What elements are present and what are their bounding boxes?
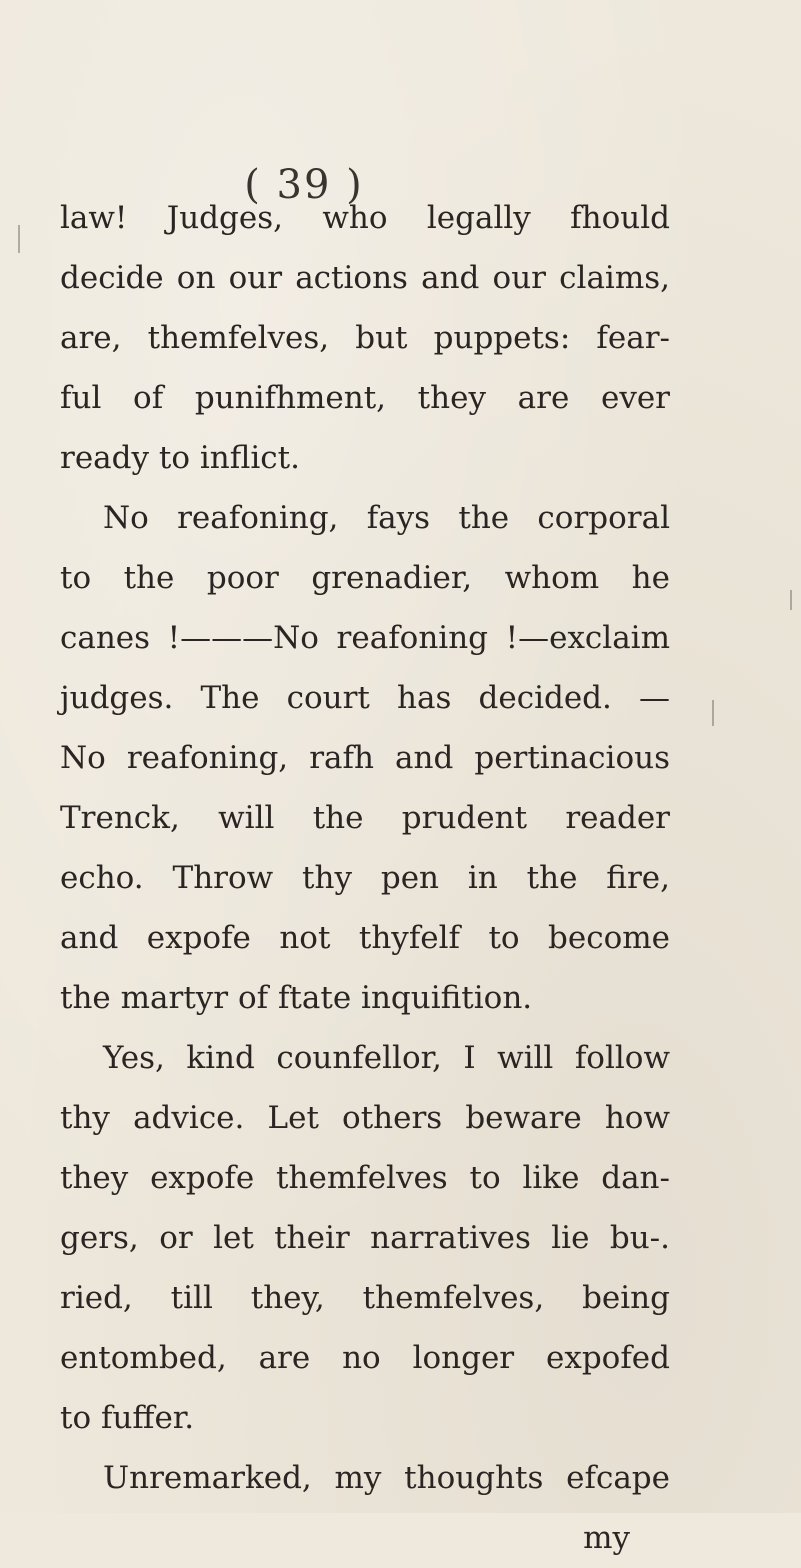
margin-mark [790, 590, 792, 610]
text-line: gers, or let their narratives lie bu-. [60, 1220, 670, 1256]
text-line: and expofe not thyfelf to become [60, 920, 670, 956]
text-line: judges. The court has decided. — [60, 680, 670, 716]
body-text [60, 188, 670, 1568]
text-line: are, themfelves, but puppets: fear- [60, 320, 670, 356]
text-line: No reafoning, rafh and pertinacious [60, 740, 670, 776]
text-line: canes !———No reafoning !—exclaim [60, 620, 670, 656]
text-line: echo. Throw thy pen in the fire, [60, 860, 670, 896]
catchword: my [583, 1520, 630, 1556]
text-line: to the poor grenadier, whom he [60, 560, 670, 596]
text-line: Yes, kind counfellor, I will follow [103, 1040, 670, 1076]
text-line: the martyr of ftate inquifition. [60, 980, 533, 1016]
text-line: Trenck, will the prudent reader [60, 800, 670, 836]
text-line: decide on our actions and our claims, [60, 260, 670, 296]
margin-mark [18, 225, 20, 253]
text-line: ready to inflict. [60, 440, 300, 476]
text-line: entombed, are no longer expofed [60, 1340, 670, 1376]
margin-mark [712, 700, 714, 726]
text-line: ful of punifhment, they are ever [60, 380, 670, 416]
text-line: No reafoning, fays the corporal [103, 500, 670, 536]
text-line: to fuffer. [60, 1400, 195, 1436]
text-line: they expofe themfelves to like dan- [60, 1160, 670, 1196]
text-line: law! Judges, who legally fhould [60, 200, 670, 236]
text-line: ried, till they, themfelves, being [60, 1280, 670, 1316]
page-number: ( 39 ) [244, 162, 364, 208]
text-line: thy advice. Let others beware how [60, 1100, 670, 1136]
text-line: Unremarked, my thoughts efcape [103, 1460, 670, 1496]
